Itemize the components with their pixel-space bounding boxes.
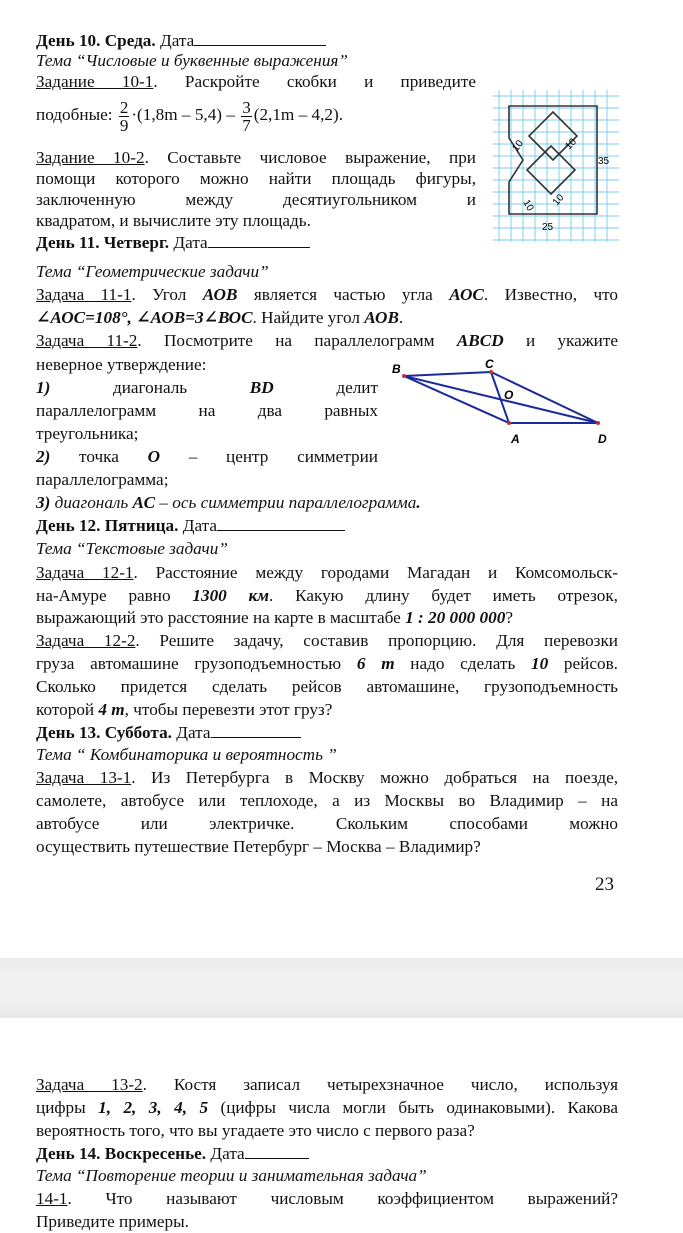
day13-header xyxy=(36,722,301,743)
t12-2-a: . Решите задачу, составив пропорцию. Для перевозки xyxy=(135,631,619,650)
page-24 xyxy=(0,1018,683,1233)
t12-2-f: , чтобы перевезти этот груз? xyxy=(124,700,333,719)
task-10-2-line2: помощи которого можно найти площадь фигуры, xyxy=(36,169,476,188)
opt3-dot: . xyxy=(416,493,421,512)
day12-theme: Тема “Текстовые задачи” xyxy=(36,539,228,558)
task-13-2-line3: вероятность того, что вы угадаете это число с первого раза? xyxy=(36,1121,475,1140)
opt1-a: диагональ xyxy=(112,378,188,397)
t13-2-digits: 1, 2, 3, 4, 5 xyxy=(98,1098,209,1117)
day12-date-label: Дата xyxy=(182,516,218,535)
t12-1-d: выражающий это расстояние на карте в масштабе xyxy=(36,608,406,627)
t11-1-aob2: АОВ xyxy=(364,308,399,327)
fig-label-bl: 10 xyxy=(520,198,536,214)
day11-header xyxy=(36,232,310,253)
task-13-1-label: Задача 13-1 xyxy=(36,768,132,787)
expr-part1: ·(1,8m – 5,4) – xyxy=(131,105,235,124)
task-13-2-line1 xyxy=(36,1074,618,1095)
task-12-2-line2 xyxy=(36,653,618,674)
task-10-2-label: Задание 10-2 xyxy=(36,148,145,167)
opt1-b: делит xyxy=(336,378,378,397)
opt3-a: диагональ xyxy=(50,493,133,512)
parallelogram-figure xyxy=(388,356,618,450)
t14-1-a: . Что называют числовым коэффициентом выражений? xyxy=(67,1189,618,1208)
t11-1-b: является частью угла xyxy=(237,285,450,304)
opt3-num: 3) xyxy=(36,493,51,512)
day10-theme: Тема “Числовые и буквенные выражения” xyxy=(36,51,348,70)
option-1-line3: треугольника; xyxy=(36,424,139,443)
task-11-1-line2 xyxy=(36,307,403,328)
t11-1-aob: АОВ xyxy=(202,285,238,304)
task-13-2-label: Задача 13-2 xyxy=(36,1075,143,1094)
point-o: O xyxy=(504,388,514,402)
day10-heading: День 10. Среда. xyxy=(36,31,156,50)
day11-heading: День 11. Четверг. xyxy=(36,233,170,252)
t12-2-10: 10 xyxy=(531,654,549,673)
t12-2-d: рейсов. xyxy=(548,654,618,673)
task-10-1-label: Задание 10-1 xyxy=(36,72,154,91)
t13-2-a: . Костя записал четырехзначное число, используя xyxy=(142,1075,618,1094)
task-12-2-label: Задача 12-2 xyxy=(36,631,136,650)
t13-1-a: . Из Петербурга в Москву можно добраться на поезде, xyxy=(131,768,619,787)
day11-date-label: Дата xyxy=(173,233,208,252)
option-3-line xyxy=(36,492,421,513)
vertex-b: B xyxy=(392,362,401,376)
opt1-num: 1) xyxy=(36,378,51,397)
task-10-2-text1: . Составьте числовое выражение, при xyxy=(144,148,476,167)
day14-theme: Тема “Повторение теории и занимательная задача” xyxy=(36,1166,427,1185)
task-10-1-line1 xyxy=(36,71,476,92)
t12-1-q: ? xyxy=(505,608,513,627)
opt2-a: точка xyxy=(79,447,119,466)
vertex-d: D xyxy=(598,432,607,446)
frac1-den: 9 xyxy=(119,115,129,135)
fig-label-br: 10 xyxy=(550,192,567,208)
t13-2-b: цифры xyxy=(36,1098,99,1117)
t11-1-a: . Угол xyxy=(131,285,203,304)
t12-1-km: 1300 км xyxy=(192,586,270,605)
day10-header xyxy=(36,30,326,51)
t12-1-scale: 1 : 20 000 000 xyxy=(405,608,506,627)
task-13-1-line1 xyxy=(36,767,618,788)
fig-label-bottom: 25 xyxy=(542,222,554,233)
day13-heading: День 13. Суббота. xyxy=(36,723,172,742)
t11-2-b: и укажите xyxy=(503,331,618,350)
t11-2-a: . Посмотрите на параллелограмм xyxy=(137,331,457,350)
t11-1-dot: . xyxy=(398,308,404,327)
task-13-1-line2: самолете, автобусе или теплоходе, а из Москвы во Владимир – на xyxy=(36,791,618,810)
fig-label-tl: 10 xyxy=(510,138,526,154)
day10-date-blank[interactable] xyxy=(194,30,326,46)
fraction-2-9 xyxy=(119,99,130,134)
day14-header xyxy=(36,1143,309,1164)
task-12-1-line3 xyxy=(36,607,513,628)
task-11-1-label: Задача 11-1 xyxy=(36,285,132,304)
page-number: 23 xyxy=(595,874,614,895)
day11-theme: Тема “Геометрические задачи” xyxy=(36,262,269,281)
task-12-1-line1 xyxy=(36,562,618,583)
task-11-2-line1 xyxy=(36,330,618,351)
t12-2-b: груза автомашине грузоподъемностью xyxy=(36,654,357,673)
frac1-num: 2 xyxy=(119,97,129,117)
decagon-square-figure xyxy=(493,90,619,242)
task-13-2-line2 xyxy=(36,1097,618,1118)
fraction-3-7 xyxy=(241,99,252,134)
expr-part2: (2,1m – 4,2). xyxy=(253,105,343,124)
day12-date-blank[interactable] xyxy=(217,515,345,531)
task-12-2-line3: Сколько придется сделать рейсов автомашине, грузоподъемность xyxy=(36,677,618,696)
opt2-d: симметрии xyxy=(297,447,378,466)
day11-date-blank[interactable] xyxy=(208,232,310,248)
inner-square-shape xyxy=(529,112,577,160)
t12-1-c: . Какую длину будет иметь отрезок, xyxy=(269,586,618,605)
task-10-2-line1 xyxy=(36,147,476,168)
vertex-a: A xyxy=(511,432,520,446)
vertex-c: C xyxy=(485,357,494,371)
task-14-1-line2: Приведите примеры. xyxy=(36,1212,189,1231)
t12-1-b: на-Амуре равно xyxy=(36,586,193,605)
t11-1-c: . Известно, что xyxy=(483,285,618,304)
task-13-1-line3: автобусе или электричке. Скольким способами можно xyxy=(36,814,618,833)
day13-theme: Тема “ Комбинаторика и вероятность ” xyxy=(36,745,337,764)
t11-1-aoc: АОС xyxy=(449,285,484,304)
t12-2-6t: 6 т xyxy=(356,654,395,673)
task-10-2-line4: квадратом, и вычислите эту площадь. xyxy=(36,211,311,230)
task-10-1-text: . Раскройте скобки и приведите xyxy=(153,72,476,91)
t12-1-a: . Расстояние между городами Магадан и Комсомольск- xyxy=(133,563,618,582)
option-1-line1 xyxy=(36,377,378,398)
task-10-1-text-b: подобные: xyxy=(36,105,113,124)
day10-date-label: Дата xyxy=(160,31,195,50)
t11-1-d: . Найдите угол xyxy=(252,308,365,327)
t12-2-4t: 4 т xyxy=(98,700,125,719)
day12-header xyxy=(36,515,345,536)
frac2-den: 7 xyxy=(242,115,251,135)
t11-1-cond: ∠АОС=108°, ∠АОВ=3∠ВОС xyxy=(36,308,253,327)
task-12-2-line4 xyxy=(36,699,332,720)
frac2-num: 3 xyxy=(242,97,251,117)
t12-2-c: надо сделать xyxy=(394,654,532,673)
task-11-1-line1 xyxy=(36,284,618,305)
page-separator xyxy=(0,958,683,1018)
opt3-b: – ось симметрии параллелограмма xyxy=(155,493,417,512)
task-10-1-expression xyxy=(36,95,343,135)
task-12-1-line2 xyxy=(36,585,618,606)
task-14-1-line1 xyxy=(36,1188,618,1209)
task-10-2-line3: заключенную между десятиугольником и xyxy=(36,190,476,209)
fig-label-side: 35 xyxy=(598,156,610,167)
task-12-2-line1 xyxy=(36,630,618,651)
opt3-ac: АС xyxy=(132,493,156,512)
opt2-b: – xyxy=(188,447,198,466)
task-13-1-line4: осуществить путешествие Петербург – Москва – Владимир? xyxy=(36,837,481,856)
opt1-bd: BD xyxy=(249,378,274,397)
task-11-2-line2: неверное утверждение: xyxy=(36,355,207,374)
task-14-1-label: 14-1 xyxy=(36,1189,68,1208)
t13-2-c: (цифры числа могли быть одинаковыми). Какова xyxy=(208,1098,619,1117)
day14-heading: День 14. Воскресенье. xyxy=(36,1144,207,1163)
day12-heading: День 12. Пятница. xyxy=(36,516,179,535)
task-12-1-label: Задача 12-1 xyxy=(36,563,134,582)
day13-date-blank[interactable] xyxy=(211,722,301,738)
inner-square-shape-2 xyxy=(527,146,575,194)
day13-date-label: Дата xyxy=(176,723,211,742)
opt2-num: 2) xyxy=(36,447,51,466)
option-2-line2: параллелограмма; xyxy=(36,470,169,489)
opt2-o: O xyxy=(147,447,160,466)
t11-2-abcd: ABCD xyxy=(456,331,504,350)
option-2-line1 xyxy=(36,446,378,467)
day14-date-blank[interactable] xyxy=(245,1143,309,1159)
option-1-line2: параллелограмм на два равных xyxy=(36,401,378,420)
opt2-c: центр xyxy=(226,447,269,466)
task-11-2-label: Задача 11-2 xyxy=(36,331,138,350)
fig-label-tr: 10 xyxy=(563,136,579,153)
t12-2-e: которой xyxy=(36,700,99,719)
day14-date-label: Дата xyxy=(210,1144,245,1163)
